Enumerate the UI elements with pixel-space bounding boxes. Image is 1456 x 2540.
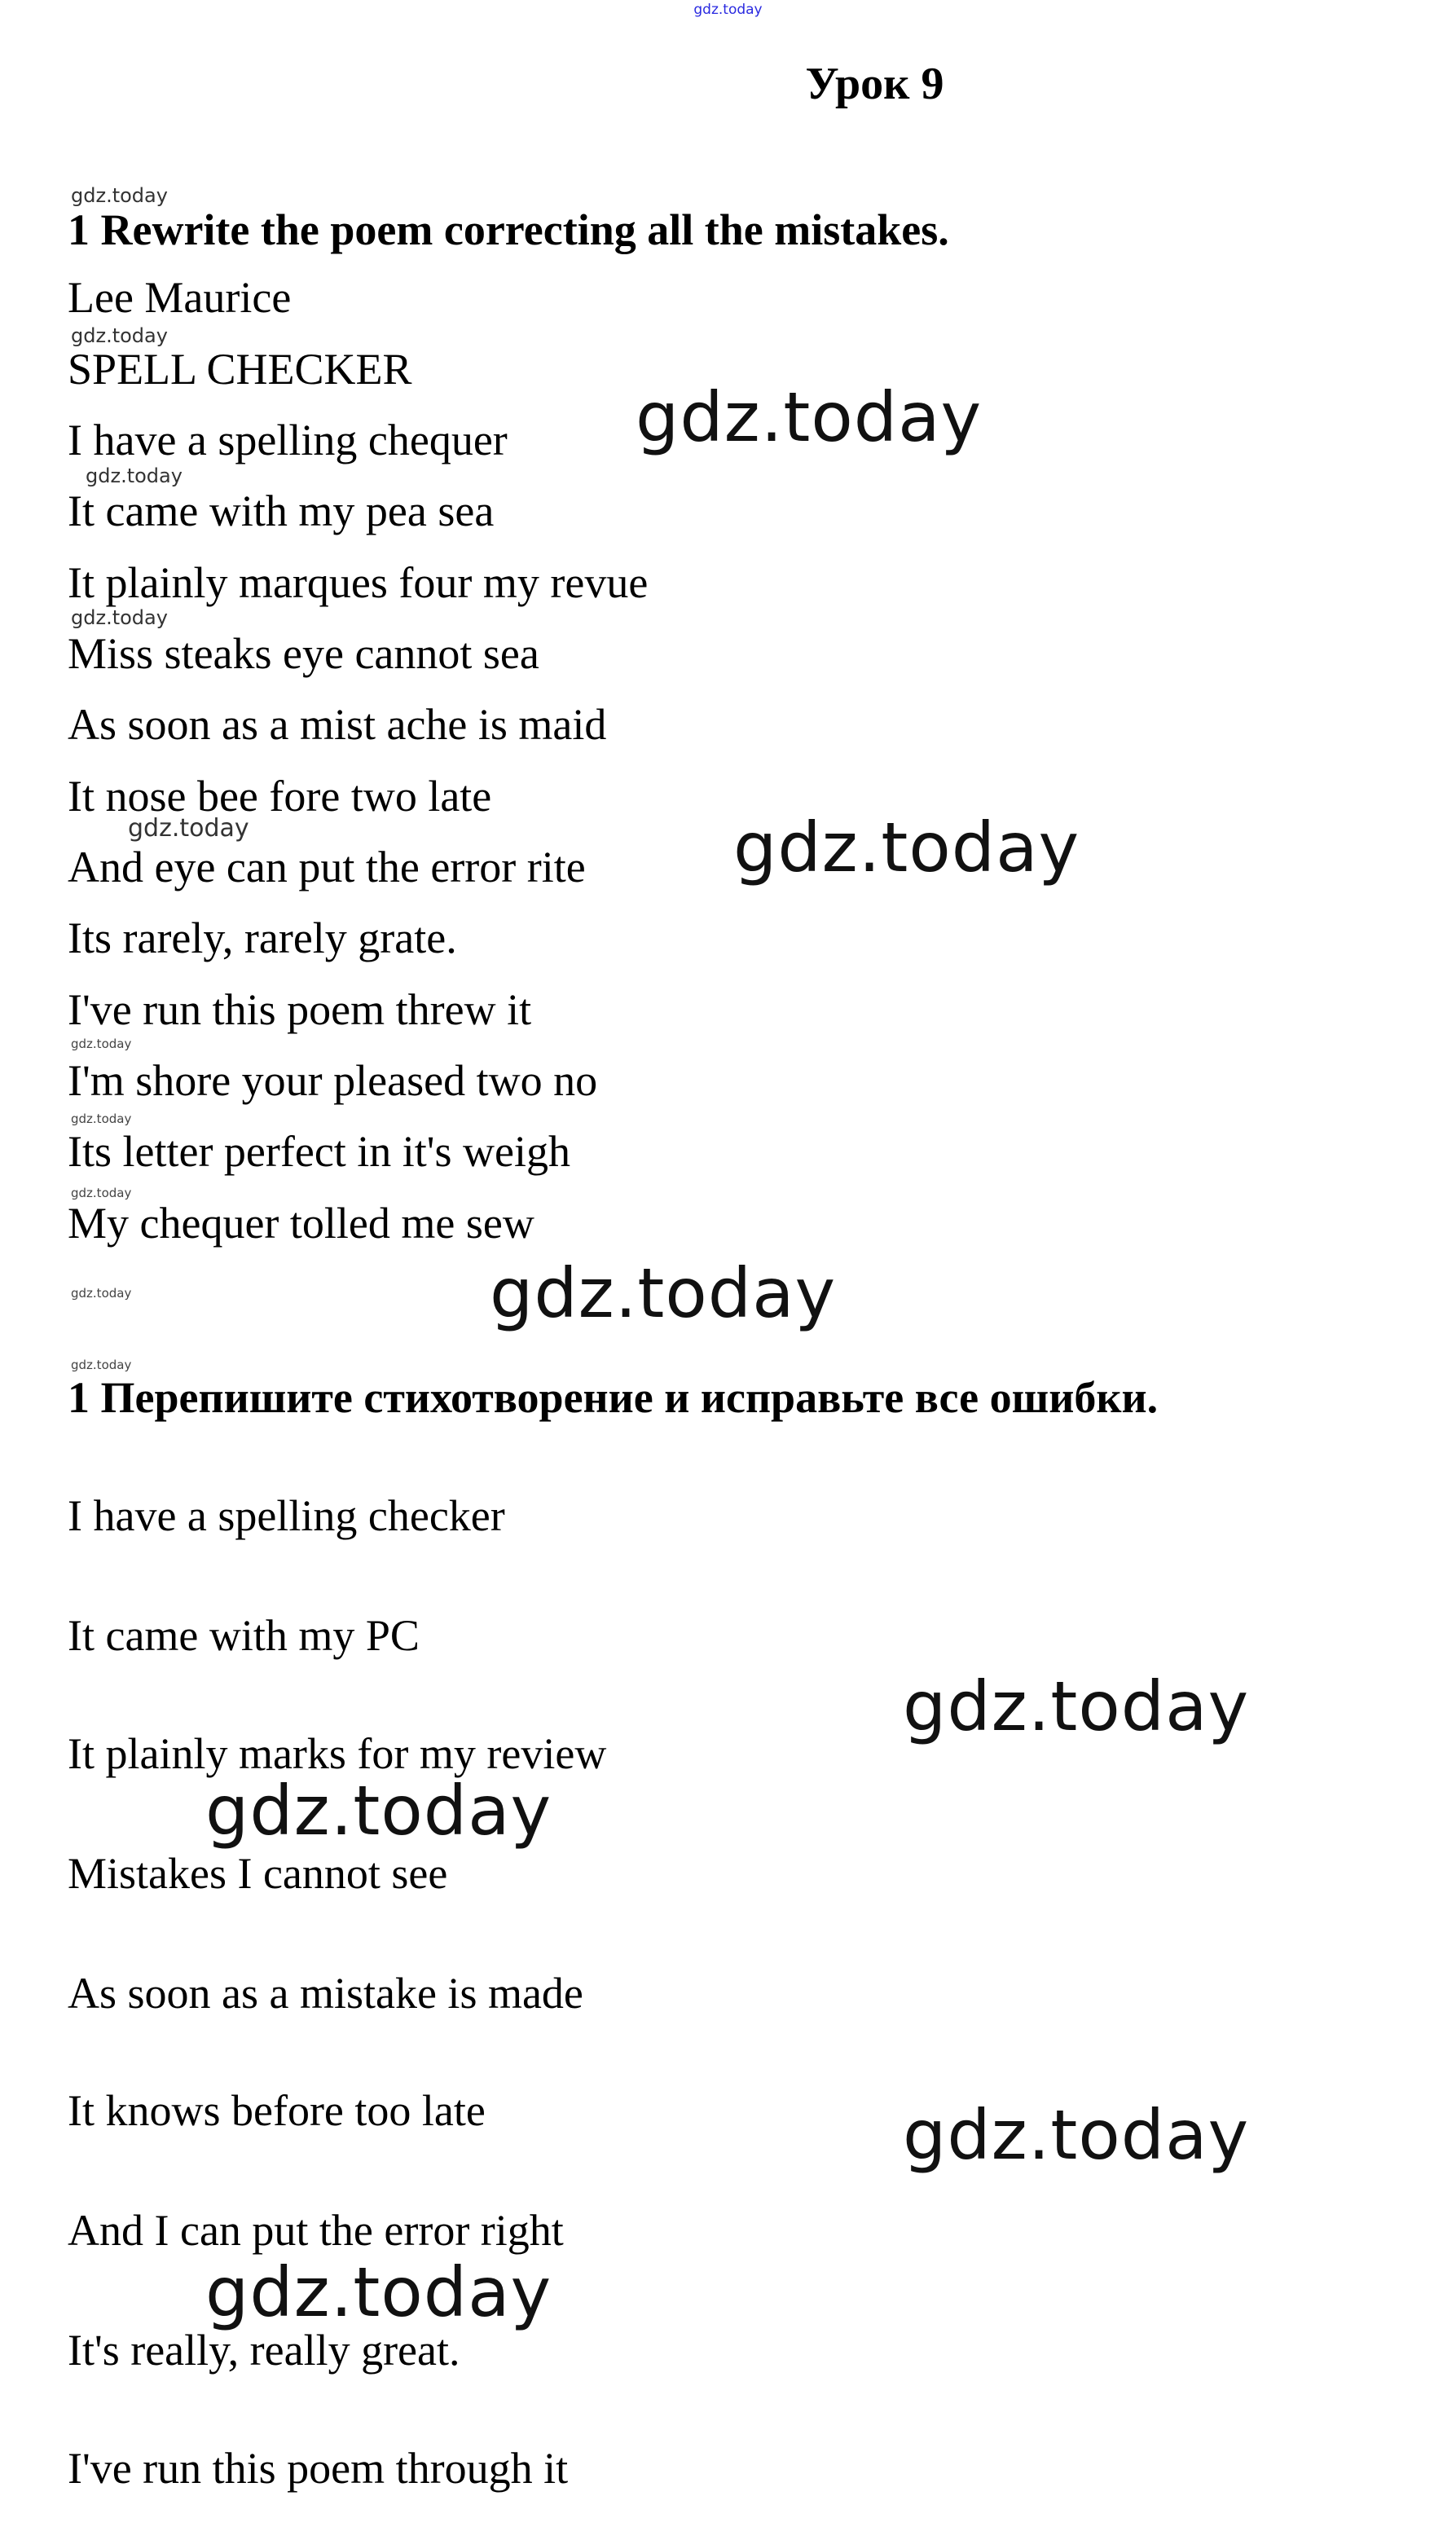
poem-line-corrected: Mistakes I cannot see <box>68 1849 448 1898</box>
watermark: gdz.today <box>636 377 983 457</box>
task-heading-ru: 1 Перепишите стихотворение и исправьте все ошибки. <box>68 1373 1159 1422</box>
watermark: gdz.today <box>490 1253 837 1333</box>
poem-line-corrected: It plainly marks for my review <box>68 1729 607 1778</box>
watermark: gdz.today <box>71 324 168 347</box>
watermark: gdz.today <box>71 1037 132 1051</box>
poem-line-original: Its letter perfect in it's weigh <box>68 1127 571 1176</box>
poem-line-corrected: It came with my PC <box>68 1611 420 1660</box>
poem-line-original: I'm shore your pleased two no <box>68 1056 598 1105</box>
poem-line-original: It plainly marques four my revue <box>68 558 649 607</box>
poem-line-original: And eye can put the error rite <box>68 843 586 891</box>
watermark: gdz.today <box>71 184 168 207</box>
watermark: gdz.today <box>71 606 168 629</box>
poem-line-original: I've run this poem threw it <box>68 985 532 1034</box>
page-title: Урок 9 <box>805 59 944 109</box>
watermark: gdz.today <box>128 814 249 843</box>
watermark: gdz.today <box>71 1358 132 1372</box>
watermark: gdz.today <box>71 1112 132 1126</box>
poem-line-original: It nose bee fore two late <box>68 772 492 821</box>
poem-line-corrected: As soon as a mistake is made <box>68 1969 583 2018</box>
poem-line-original: I have a spelling chequer <box>68 416 508 464</box>
poem-line-corrected: I have a spelling checker <box>68 1491 505 1540</box>
task-heading-en: 1 Rewrite the poem correcting all the mistakes. <box>68 205 949 254</box>
poem-line-original: As soon as a mist ache is maid <box>68 700 607 749</box>
watermark: gdz.today <box>71 1186 132 1200</box>
watermark: gdz.today <box>86 464 183 487</box>
poem-line-corrected: It knows before too late <box>68 2086 486 2135</box>
poem-line-corrected: I've run this poem through it <box>68 2444 569 2493</box>
watermark: gdz.today <box>205 2252 552 2332</box>
poem-author: Lee Maurice <box>68 273 292 322</box>
watermark: gdz.today <box>71 1286 132 1301</box>
poem-line-original: Its rarely, rarely grate. <box>68 913 457 962</box>
watermark: gdz.today <box>903 2095 1250 2175</box>
poem-line-original: It came with my pea sea <box>68 486 495 535</box>
poem-line-original: Miss steaks eye cannot sea <box>68 629 539 678</box>
watermark: gdz.today <box>903 1666 1250 1746</box>
watermark: gdz.today <box>733 808 1080 887</box>
top-watermark-link[interactable]: gdz.today <box>693 2 763 18</box>
watermark: gdz.today <box>205 1771 552 1851</box>
poem-line-corrected: It's really, really great. <box>68 2326 460 2375</box>
poem-title: SPELL CHECKER <box>68 345 412 394</box>
poem-line-corrected: And I can put the error right <box>68 2206 564 2255</box>
poem-line-original: My chequer tolled me sew <box>68 1199 534 1248</box>
